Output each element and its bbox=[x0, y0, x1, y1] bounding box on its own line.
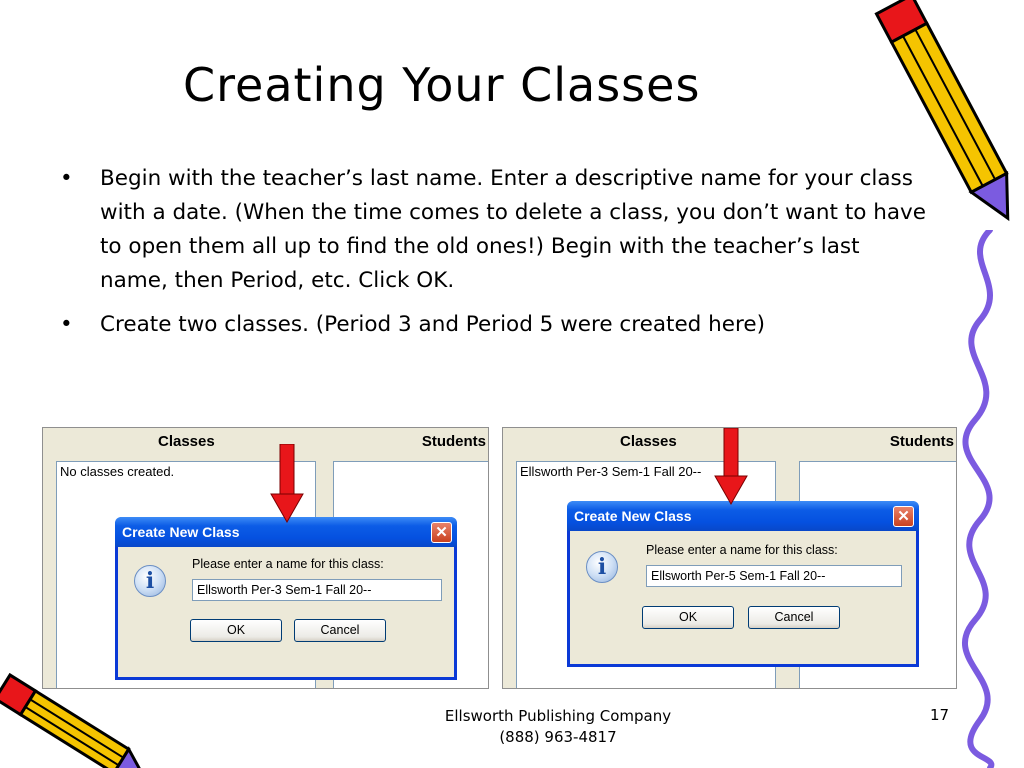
cancel-button[interactable]: Cancel bbox=[294, 619, 386, 642]
squiggle-border-icon bbox=[950, 230, 1024, 768]
classes-header: Classes bbox=[620, 433, 677, 450]
cancel-button[interactable]: Cancel bbox=[748, 606, 840, 629]
create-class-dialog bbox=[567, 501, 919, 667]
classes-list-text: No classes created. bbox=[60, 464, 175, 479]
class-name-input[interactable]: Ellsworth Per-3 Sem-1 Fall 20-- bbox=[192, 579, 442, 601]
ok-button[interactable]: OK bbox=[190, 619, 282, 642]
bullet-item bbox=[60, 308, 930, 342]
left-screenshot bbox=[42, 427, 489, 689]
close-icon[interactable]: ✕ bbox=[893, 506, 914, 527]
footer-phone: (888) 963-4817 bbox=[499, 728, 617, 746]
class-name-input[interactable]: Ellsworth Per-5 Sem-1 Fall 20-- bbox=[646, 565, 902, 587]
dialog-body bbox=[570, 531, 916, 664]
classes-header: Classes bbox=[158, 433, 215, 450]
info-icon: i bbox=[586, 551, 618, 583]
dialog-title: Create New Class bbox=[574, 508, 692, 524]
dialog-body bbox=[118, 547, 454, 677]
info-icon: i bbox=[134, 565, 166, 597]
page-number: 17 bbox=[930, 706, 950, 724]
panel-header bbox=[43, 428, 488, 452]
footer-company: Ellsworth Publishing Company bbox=[444, 707, 672, 725]
classes-list-item[interactable]: Ellsworth Per-3 Sem-1 Fall 20-- bbox=[520, 464, 702, 479]
footer bbox=[408, 706, 708, 748]
dialog-prompt: Please enter a name for this class: bbox=[192, 557, 384, 571]
create-class-dialog bbox=[115, 517, 457, 680]
bullet-list bbox=[60, 162, 930, 352]
pencil-icon bbox=[0, 655, 160, 768]
ok-button[interactable]: OK bbox=[642, 606, 734, 629]
students-header: Students bbox=[889, 433, 954, 450]
slide-title: Creating Your Classes bbox=[183, 58, 701, 112]
bullet-marker: • bbox=[60, 312, 73, 337]
students-header: Students bbox=[421, 433, 486, 450]
pencil-icon bbox=[860, 0, 1010, 245]
red-arrow-icon bbox=[714, 428, 748, 508]
dialog-prompt: Please enter a name for this class: bbox=[646, 543, 838, 557]
bullet-marker: • bbox=[60, 166, 73, 191]
bullet-item bbox=[60, 162, 930, 298]
close-icon[interactable]: ✕ bbox=[431, 522, 452, 543]
dialog-title: Create New Class bbox=[122, 524, 240, 540]
red-arrow-icon bbox=[270, 444, 304, 524]
bullet-text: Begin with the teacher’s last name. Enter a descriptive name for your class with a date. (When the time comes to delete a class, you don’t want to have to open them all up to find the old ones!) Begin with the teacher’s last name, then Period, etc. Click OK. bbox=[100, 166, 926, 293]
bullet-text: Create two classes. (Period 3 and Period 5 were created here) bbox=[100, 312, 765, 337]
